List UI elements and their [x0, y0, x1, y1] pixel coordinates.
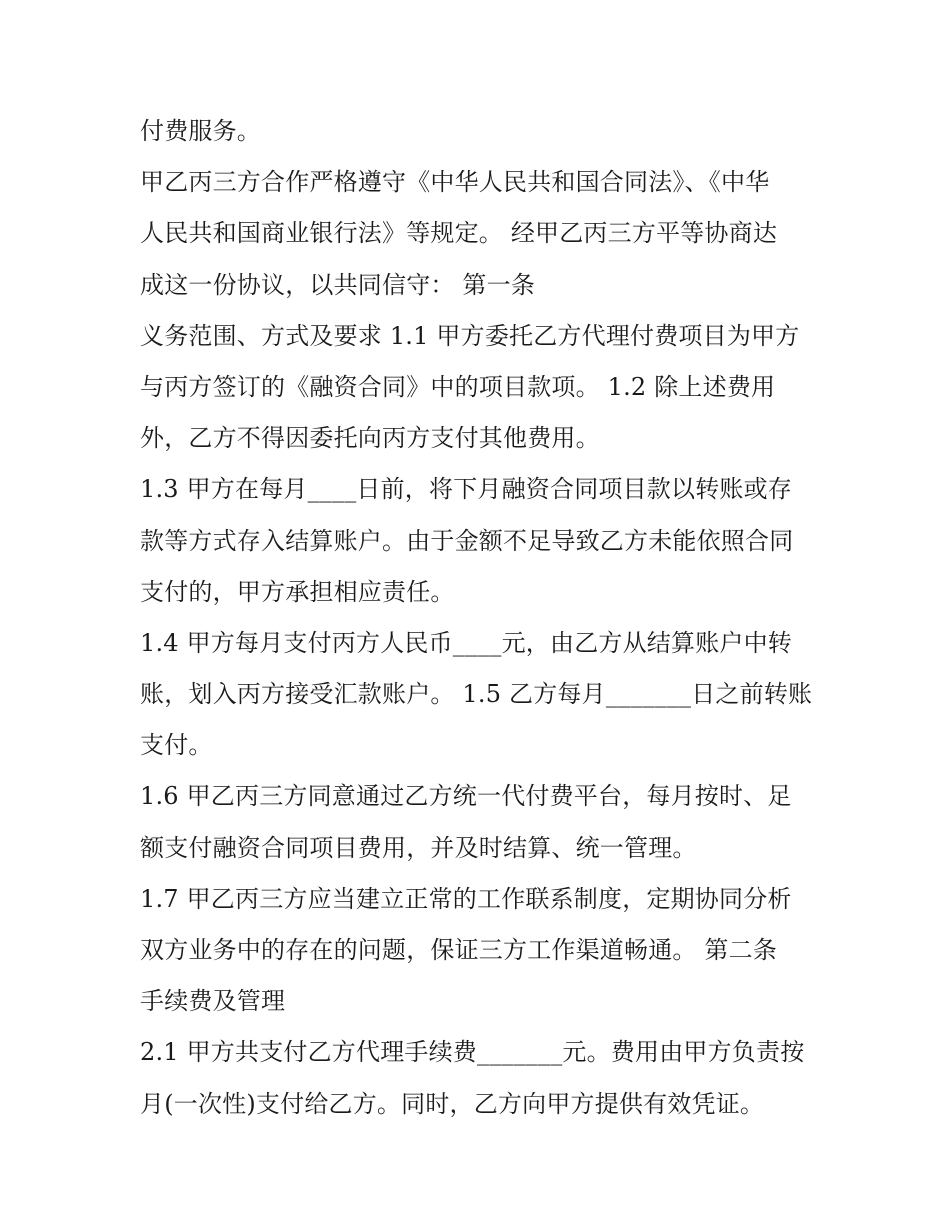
text-line: 义务范围、方式及要求 1.1 甲方委托乙方代理付费项目为甲方 — [140, 321, 800, 350]
text-line: 1.7 甲乙丙三方应当建立正常的工作联系制度，定期协同分析 — [140, 884, 792, 913]
text-line: 1.6 甲乙丙三方同意通过乙方统一代付费平台，每月按时、足 — [140, 782, 792, 811]
text-line: 外，乙方不得因委托向丙方支付其他费用。 — [140, 424, 600, 453]
text-line: 成这一份协议，以共同信守： 第一条 — [140, 270, 536, 299]
text-line: 支付的，甲方承担相应责任。 — [140, 577, 455, 606]
document-body — [140, 106, 820, 1130]
text-line: 1.3 甲方在每月____日前，将下月融资合同项目款以转账或存 — [140, 475, 792, 504]
text-line: 账，划入丙方接受汇款账户。 1.5 乙方每月_______日之前转账 — [140, 680, 813, 709]
text-line: 付费服务。 — [140, 117, 261, 145]
text-line: 双方业务中的存在的问题，保证三方工作渠道畅通。 第二条 — [140, 936, 778, 964]
text-line: 2.1 甲方共支付乙方代理手续费_______元。费用由甲方负责按 — [140, 1038, 805, 1067]
text-line: 额支付融资合同项目费用，并及时结算、统一管理。 — [140, 833, 697, 862]
text-line: 1.4 甲方每月支付丙方人民币____元，由乙方从结算账户中转 — [140, 628, 792, 657]
text-line: 支付。 — [140, 731, 213, 760]
text-line: 与丙方签订的《融资合同》中的项目款项。 1.2 除上述费用 — [140, 372, 776, 401]
text-line: 甲乙丙三方合作严格遵守《中华人民共和国合同法》、《中华 — [140, 168, 770, 197]
text-line: 手续费及管理 — [140, 987, 286, 1016]
text-line: 月(一次性)支付给乙方。同时，乙方向甲方提供有效凭证。 — [140, 1089, 765, 1118]
text-line: 人民共和国商业银行法》等规定。 经甲乙丙三方平等协商达 — [140, 219, 778, 248]
text-line: 款等方式存入结算账户。由于金额不足导致乙方未能依照合同 — [140, 526, 794, 555]
